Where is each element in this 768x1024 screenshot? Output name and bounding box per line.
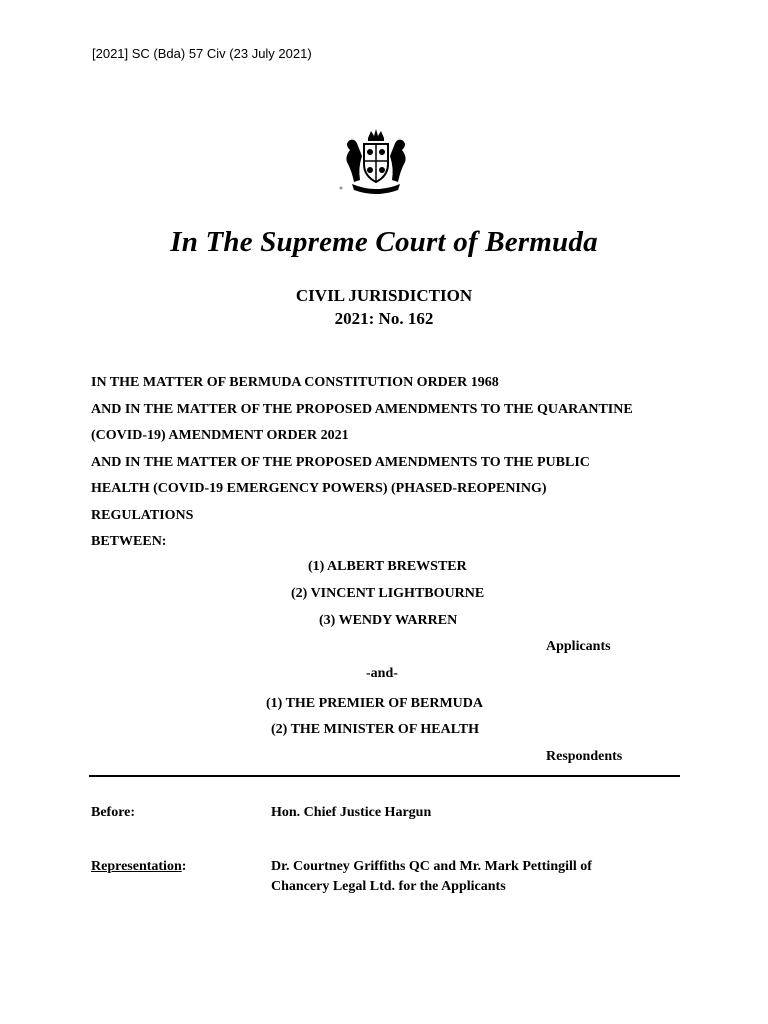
matter-line: IN THE MATTER OF BERMUDA CONSTITUTION ORDER 1968 bbox=[91, 375, 499, 390]
jurisdiction-title: CIVIL JURISDICTION bbox=[295, 286, 473, 305]
matter-line: HEALTH (COVID-19 EMERGENCY POWERS) (PHASED-REOPENING) bbox=[91, 481, 547, 496]
applicant-name: (2) VINCENT LIGHTBOURNE bbox=[291, 586, 485, 601]
representation-label bbox=[91, 859, 186, 875]
matter-line: (COVID-19) AMENDMENT ORDER 2021 bbox=[91, 428, 349, 443]
applicants-role: Applicants bbox=[546, 639, 611, 654]
case-number: 2021: No. 162 bbox=[334, 309, 434, 328]
representation-line: Chancery Legal Ltd. for the Applicants bbox=[271, 879, 506, 894]
respondent-name: (2) THE MINISTER OF HEALTH bbox=[271, 722, 479, 737]
court-title: In The Supreme Court of Bermuda bbox=[170, 226, 598, 258]
before-label: Before: bbox=[91, 805, 136, 820]
respondents-role: Respondents bbox=[546, 749, 623, 764]
and-separator: -and- bbox=[366, 666, 398, 681]
matter-line: AND IN THE MATTER OF THE PROPOSED AMENDMENTS TO THE PUBLIC bbox=[91, 454, 590, 470]
matter-headings bbox=[91, 370, 691, 556]
applicant-name: (3) WENDY WARREN bbox=[319, 613, 458, 628]
coat-of-arms-icon bbox=[338, 128, 414, 194]
matter-line: REGULATIONS bbox=[91, 507, 194, 523]
respondent-name: (1) THE PREMIER OF BERMUDA bbox=[266, 696, 483, 711]
representation-value bbox=[271, 857, 592, 897]
representation-label-text: Representation bbox=[91, 859, 182, 874]
case-citation: [2021] SC (Bda) 57 Civ (23 July 2021) bbox=[92, 46, 312, 61]
representation-colon: : bbox=[181, 859, 187, 874]
representation-line: Dr. Courtney Griffiths QC and Mr. Mark Pettingill of bbox=[271, 859, 592, 874]
applicant-name: (1) ALBERT BREWSTER bbox=[308, 559, 467, 574]
before-value: Hon. Chief Justice Hargun bbox=[271, 805, 432, 820]
jurisdiction-block bbox=[0, 284, 768, 330]
section-divider bbox=[89, 775, 680, 777]
between-label: BETWEEN: bbox=[91, 534, 167, 549]
matter-line: AND IN THE MATTER OF THE PROPOSED AMENDMENTS TO THE QUARANTINE bbox=[91, 401, 633, 417]
